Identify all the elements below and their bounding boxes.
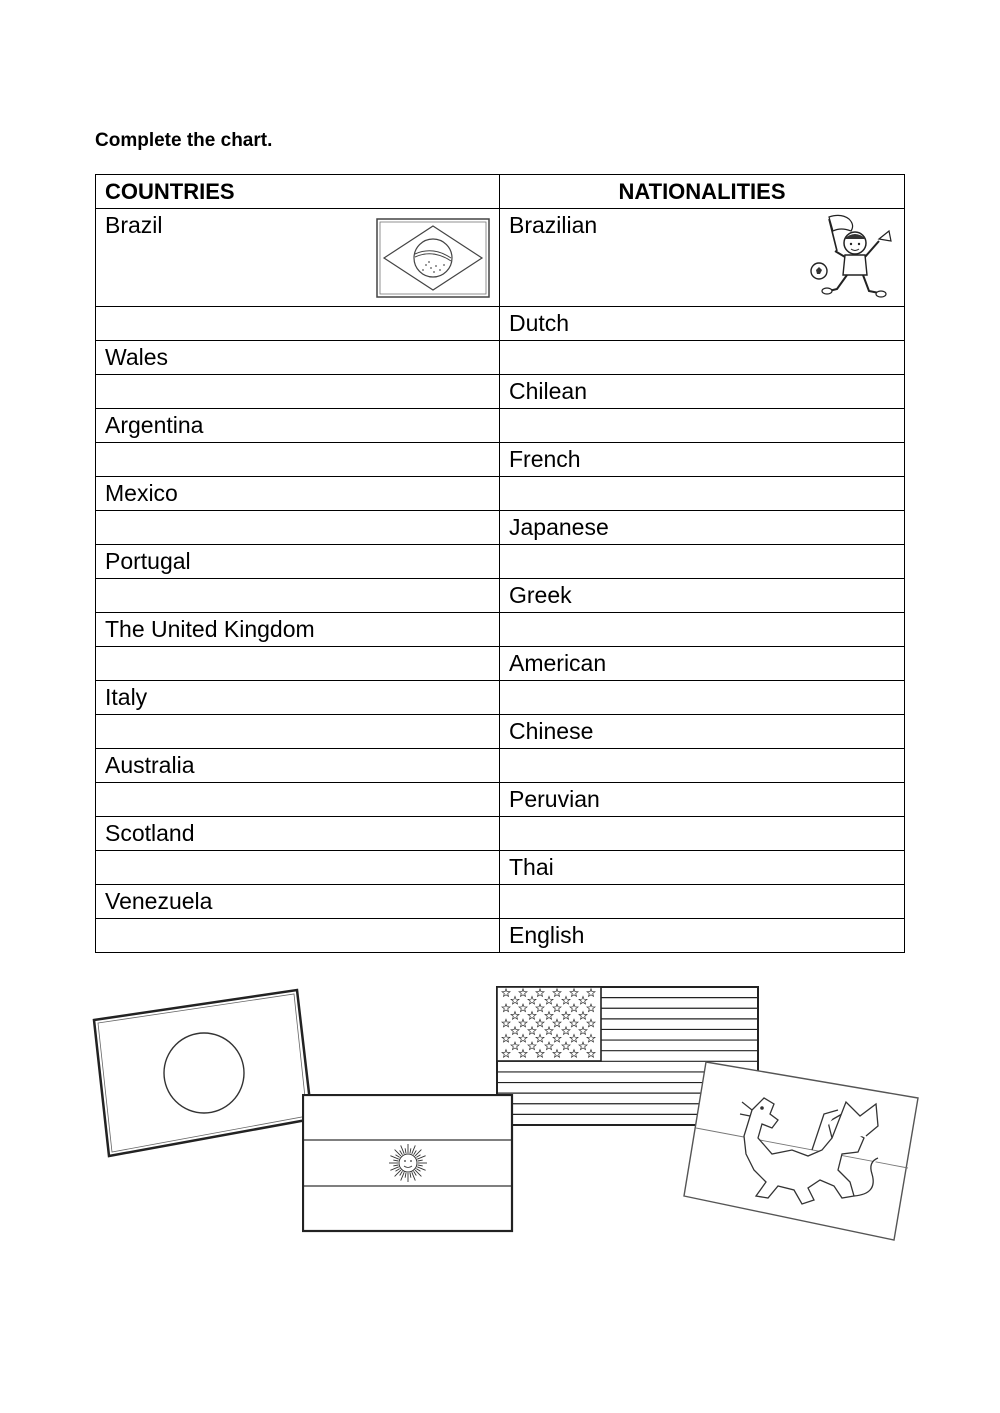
table-row: [96, 885, 905, 919]
nationality-cell[interactable]: Greek: [500, 579, 905, 613]
nationality-cell[interactable]: [500, 681, 905, 715]
country-cell[interactable]: Wales: [96, 341, 500, 375]
nationality-cell[interactable]: Peruvian: [500, 783, 905, 817]
table-row: [96, 579, 905, 613]
country-cell[interactable]: Argentina: [96, 409, 500, 443]
country-cell[interactable]: [96, 443, 500, 477]
nationality-cell[interactable]: [500, 477, 905, 511]
country-text: Brazil: [105, 212, 163, 238]
country-cell[interactable]: [96, 209, 500, 307]
country-cell[interactable]: [96, 715, 500, 749]
nationality-cell[interactable]: English: [500, 919, 905, 953]
nationality-cell[interactable]: Japanese: [500, 511, 905, 545]
country-cell[interactable]: [96, 375, 500, 409]
argentina-flag-icon: [302, 1094, 514, 1234]
nationality-cell[interactable]: [500, 209, 905, 307]
table-row: [96, 749, 905, 783]
country-cell[interactable]: [96, 307, 500, 341]
table-row: [96, 209, 905, 307]
table-header-row: [96, 175, 905, 209]
country-cell[interactable]: Italy: [96, 681, 500, 715]
nationality-cell[interactable]: Dutch: [500, 307, 905, 341]
header-countries: COUNTRIES: [96, 175, 500, 209]
country-cell[interactable]: [96, 851, 500, 885]
country-cell[interactable]: [96, 511, 500, 545]
nationality-cell[interactable]: [500, 749, 905, 783]
country-cell[interactable]: The United Kingdom: [96, 613, 500, 647]
nationality-cell[interactable]: Thai: [500, 851, 905, 885]
country-cell[interactable]: Mexico: [96, 477, 500, 511]
country-cell[interactable]: [96, 647, 500, 681]
country-cell[interactable]: Australia: [96, 749, 500, 783]
nationality-cell[interactable]: [500, 341, 905, 375]
table-row: [96, 307, 905, 341]
country-cell[interactable]: Portugal: [96, 545, 500, 579]
country-cell[interactable]: Venezuela: [96, 885, 500, 919]
nationality-cell[interactable]: American: [500, 647, 905, 681]
nationality-cell[interactable]: [500, 885, 905, 919]
country-cell[interactable]: [96, 919, 500, 953]
table-row: [96, 919, 905, 953]
brazil-flag-icon: [376, 218, 490, 298]
header-nationalities: NATIONALITIES: [500, 175, 905, 209]
country-cell[interactable]: Scotland: [96, 817, 500, 851]
table-row: [96, 647, 905, 681]
table-row: [96, 409, 905, 443]
instruction-title: Complete the chart.: [95, 130, 273, 151]
table-row: [96, 783, 905, 817]
country-cell[interactable]: [96, 783, 500, 817]
table-row: [96, 477, 905, 511]
japan-flag-icon: [92, 986, 316, 1162]
wales-flag-icon: [682, 1058, 922, 1244]
nationality-cell[interactable]: [500, 817, 905, 851]
nationality-cell[interactable]: [500, 409, 905, 443]
country-cell[interactable]: [96, 579, 500, 613]
table-row: [96, 715, 905, 749]
table-row: [96, 545, 905, 579]
table-row: [96, 851, 905, 885]
nationality-cell[interactable]: Chilean: [500, 375, 905, 409]
nationality-cell[interactable]: Chinese: [500, 715, 905, 749]
table-row: [96, 681, 905, 715]
table-row: [96, 341, 905, 375]
table-row: [96, 511, 905, 545]
nationality-text: Brazilian: [509, 212, 598, 238]
soccer-kid-icon: [807, 211, 895, 305]
nationality-cell[interactable]: [500, 545, 905, 579]
table-row: [96, 443, 905, 477]
nationality-cell[interactable]: [500, 613, 905, 647]
nationality-cell[interactable]: French: [500, 443, 905, 477]
table-row: [96, 375, 905, 409]
table-row: [96, 817, 905, 851]
table-row: [96, 613, 905, 647]
countries-nationalities-chart: [95, 174, 905, 953]
